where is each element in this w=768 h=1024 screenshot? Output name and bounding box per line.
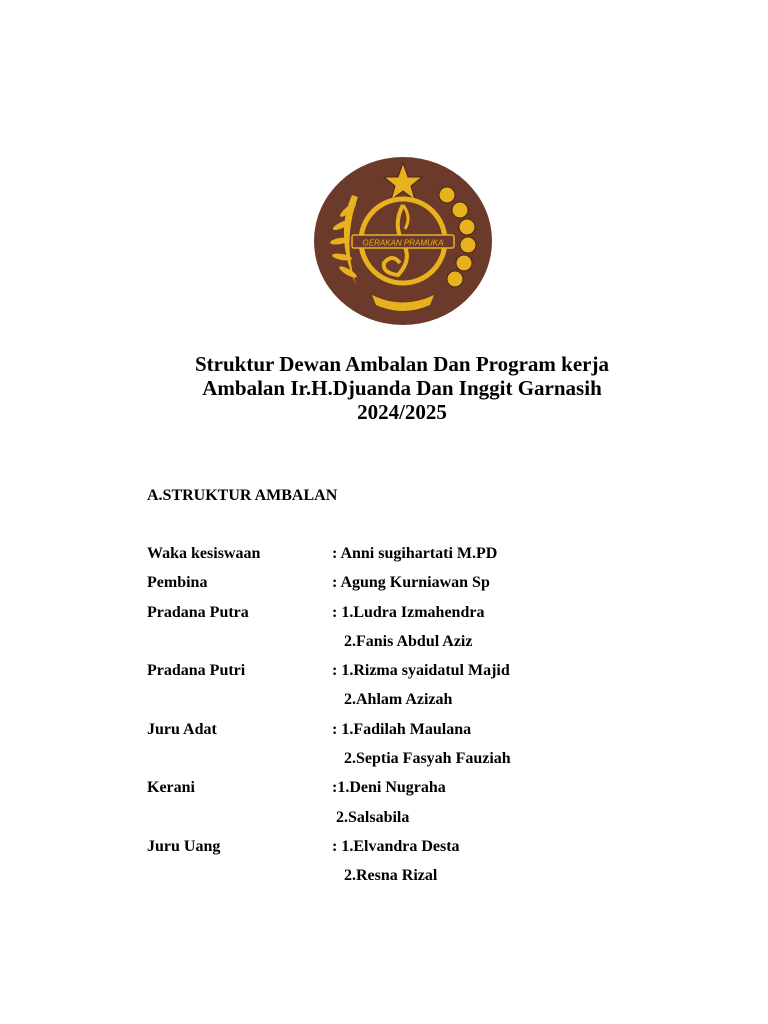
pramuka-emblem-logo — [312, 155, 494, 327]
row-value: 2.Fanis Abdul Aziz — [332, 632, 473, 650]
row-label: Pradana Putra — [147, 603, 249, 621]
document-title — [0, 352, 768, 424]
row-value: : Anni sugihartati M.PD — [332, 545, 498, 562]
row-value: 2.Septia Fasyah Fauziah — [332, 750, 511, 768]
row-value: : 1.Fadilah Maulana — [332, 720, 472, 738]
row-label: Juru Uang — [147, 837, 221, 855]
row-label: Kerani — [147, 779, 195, 797]
row-value: : Agung Kurniawan Sp — [332, 574, 490, 592]
row-value: 2.Ahlam Azizah — [332, 691, 453, 709]
emblem-text: GERAKAN PRAMUKA — [362, 238, 444, 248]
row-value: : 1.Elvandra Desta — [332, 837, 460, 855]
title-line-3: 2024/2025 — [357, 400, 447, 424]
row-value: : 1.Ludra Izmahendra — [332, 603, 485, 621]
row-label: Pembina — [147, 574, 208, 592]
section-heading: A.STRUKTUR AMBALAN — [147, 487, 338, 504]
title-line-2: Ambalan Ir.H.Djuanda Dan Inggit Garnasih — [202, 376, 602, 400]
row-value: 2.Salsabila — [332, 808, 410, 826]
row-label: Pradana Putri — [147, 662, 246, 680]
title-line-1: Struktur Dewan Ambalan Dan Program kerja — [195, 352, 609, 376]
row-label: Waka kesiswaan — [147, 545, 261, 562]
row-value: 2.Resna Rizal — [332, 867, 438, 885]
row-label: Juru Adat — [147, 720, 217, 738]
row-value: : 1.Rizma syaidatul Majid — [332, 662, 510, 680]
row-value: :1.Deni Nugraha — [332, 779, 446, 797]
